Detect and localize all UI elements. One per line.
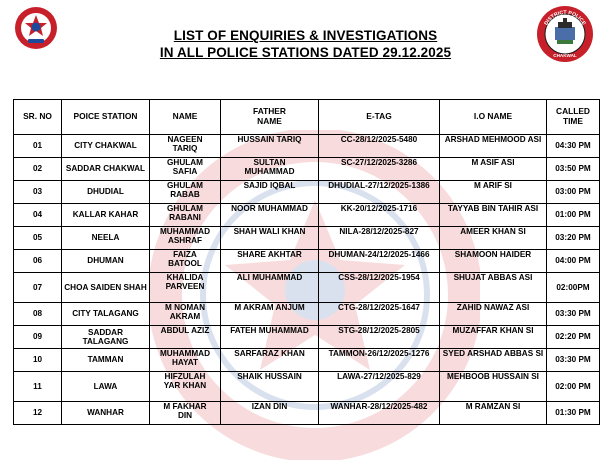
called-time-cell: 02:20 PM <box>547 326 600 349</box>
table-row <box>14 402 600 425</box>
sr-no-cell: 04 <box>14 204 62 227</box>
police-station-cell: SADDAR TALAGANG <box>62 326 150 349</box>
name-cell: GHULAM RABANI <box>150 204 221 227</box>
column-header: E-TAG <box>319 100 440 135</box>
name-cell: NAGEEN TARIQ <box>150 135 221 158</box>
seal-bottom-text: CHAKWAL <box>553 53 577 58</box>
father-name-cell: SHAIK HUSSAIN <box>221 372 319 402</box>
sr-no-cell: 07 <box>14 273 62 303</box>
called-time-cell: 03:50 PM <box>547 158 600 181</box>
io-name-cell: ZAHID NAWAZ ASI <box>440 303 547 326</box>
sr-no-cell: 09 <box>14 326 62 349</box>
io-name-cell: M ASIF ASI <box>440 158 547 181</box>
e-tag-cell: DHUDIAL-27/12/2025-1386 <box>319 181 440 204</box>
called-time-cell: 03:30 PM <box>547 349 600 372</box>
table-row <box>14 326 600 349</box>
police-station-cell: CITY CHAKWAL <box>62 135 150 158</box>
police-station-cell: DHUDIAL <box>62 181 150 204</box>
father-name-cell: NOOR MUHAMMAD <box>221 204 319 227</box>
table-row <box>14 158 600 181</box>
police-station-cell: WANHAR <box>62 402 150 425</box>
police-station-cell: CHOA SAIDEN SHAH <box>62 273 150 303</box>
called-time-cell: 01:30 PM <box>547 402 600 425</box>
document-title: LIST OF ENQUIRIES & INVESTIGATIONS <box>173 28 438 43</box>
father-name-cell: FATEH MUHAMMAD <box>221 326 319 349</box>
father-name-cell: SAJID IQBAL <box>221 181 319 204</box>
father-name-cell: HUSSAIN TARIQ <box>221 135 319 158</box>
police-station-cell: KALLAR KAHAR <box>62 204 150 227</box>
table-row <box>14 181 600 204</box>
enquiries-table <box>13 99 600 425</box>
io-name-cell: M RAMZAN SI <box>440 402 547 425</box>
document-subtitle: IN ALL POLICE STATIONS DATED 29.12.2025 <box>159 45 452 60</box>
io-name-cell: AMEER KHAN SI <box>440 227 547 250</box>
io-name-cell: SHUJAT ABBAS ASI <box>440 273 547 303</box>
sr-no-cell: 11 <box>14 372 62 402</box>
e-tag-cell: CC-28/12/2025-5480 <box>319 135 440 158</box>
e-tag-cell: DHUMAN-24/12/2025-1466 <box>319 250 440 273</box>
table-row <box>14 303 600 326</box>
police-station-cell: NEELA <box>62 227 150 250</box>
sr-no-cell: 06 <box>14 250 62 273</box>
police-station-cell: DHUMAN <box>62 250 150 273</box>
io-name-cell: SHAMOON HAIDER <box>440 250 547 273</box>
e-tag-cell: NILA-28/12/2025-827 <box>319 227 440 250</box>
io-name-cell: SYED ARSHAD ABBAS SI <box>440 349 547 372</box>
io-name-cell: M ARIF SI <box>440 181 547 204</box>
sr-no-cell: 12 <box>14 402 62 425</box>
io-name-cell: TAYYAB BIN TAHIR ASI <box>440 204 547 227</box>
e-tag-cell: STG-28/12/2025-2805 <box>319 326 440 349</box>
father-name-cell: SARFARAZ KHAN <box>221 349 319 372</box>
called-time-cell: 03:30 PM <box>547 303 600 326</box>
e-tag-cell: KK-20/12/2025-1716 <box>319 204 440 227</box>
column-header: CALLED TIME <box>547 100 600 135</box>
sr-no-cell: 01 <box>14 135 62 158</box>
called-time-cell: 01:00 PM <box>547 204 600 227</box>
sr-no-cell: 08 <box>14 303 62 326</box>
e-tag-cell: CSS-28/12/2025-1954 <box>319 273 440 303</box>
name-cell: MUHAMMAD HAYAT <box>150 349 221 372</box>
column-header: POICE STATION <box>62 100 150 135</box>
column-header: I.O NAME <box>440 100 547 135</box>
table-row <box>14 227 600 250</box>
name-cell: KHALIDA PARVEEN <box>150 273 221 303</box>
name-cell: M NOMAN AKRAM <box>150 303 221 326</box>
sr-no-cell: 10 <box>14 349 62 372</box>
called-time-cell: 04:00 PM <box>547 250 600 273</box>
table-row <box>14 349 600 372</box>
io-name-cell: ARSHAD MEHMOOD ASI <box>440 135 547 158</box>
police-station-cell: CITY TALAGANG <box>62 303 150 326</box>
table-row <box>14 135 600 158</box>
called-time-cell: 02:00 PM <box>547 372 600 402</box>
name-cell: HIFZULAH YAR KHAN <box>150 372 221 402</box>
table-row <box>14 204 600 227</box>
called-time-cell: 03:00 PM <box>547 181 600 204</box>
e-tag-cell: CTG-28/12/2025-1647 <box>319 303 440 326</box>
seal-top-text: DISTRICT POLICE <box>543 9 587 27</box>
called-time-cell: 03:20 PM <box>547 227 600 250</box>
police-station-cell: LAWA <box>62 372 150 402</box>
table-header-row <box>14 100 600 135</box>
police-station-cell: SADDAR CHAKWAL <box>62 158 150 181</box>
police-station-cell: TAMMAN <box>62 349 150 372</box>
sr-no-cell: 02 <box>14 158 62 181</box>
father-name-cell: SHAH WALI KHAN <box>221 227 319 250</box>
io-name-cell: MEHBOOB HUSSAIN SI <box>440 372 547 402</box>
father-name-cell: IZAN DIN <box>221 402 319 425</box>
name-cell: M FAKHAR DIN <box>150 402 221 425</box>
table-row <box>14 372 600 402</box>
called-time-cell: 04:30 PM <box>547 135 600 158</box>
io-name-cell: MUZAFFAR KHAN SI <box>440 326 547 349</box>
name-cell: ABDUL AZIZ <box>150 326 221 349</box>
table-row <box>14 250 600 273</box>
name-cell: FAIZA BATOOL <box>150 250 221 273</box>
column-header: FATHER NAME <box>221 100 319 135</box>
column-header: NAME <box>150 100 221 135</box>
name-cell: GHULAM RABAB <box>150 181 221 204</box>
father-name-cell: SULTAN MUHAMMAD <box>221 158 319 181</box>
e-tag-cell: SC-27/12/2025-3286 <box>319 158 440 181</box>
sr-no-cell: 03 <box>14 181 62 204</box>
father-name-cell: SHARE AKHTAR <box>221 250 319 273</box>
father-name-cell: M AKRAM ANJUM <box>221 303 319 326</box>
column-header: SR. NO <box>14 100 62 135</box>
e-tag-cell: LAWA-27/12/2025-829 <box>319 372 440 402</box>
e-tag-cell: TAMMON-26/12/2025-1276 <box>319 349 440 372</box>
table-row <box>14 273 600 303</box>
called-time-cell: 02:00PM <box>547 273 600 303</box>
name-cell: MUHAMMAD ASHRAF <box>150 227 221 250</box>
sr-no-cell: 05 <box>14 227 62 250</box>
e-tag-cell: WANHAR-28/12/2025-482 <box>319 402 440 425</box>
father-name-cell: ALI MUHAMMAD <box>221 273 319 303</box>
name-cell: GHULAM SAFIA <box>150 158 221 181</box>
